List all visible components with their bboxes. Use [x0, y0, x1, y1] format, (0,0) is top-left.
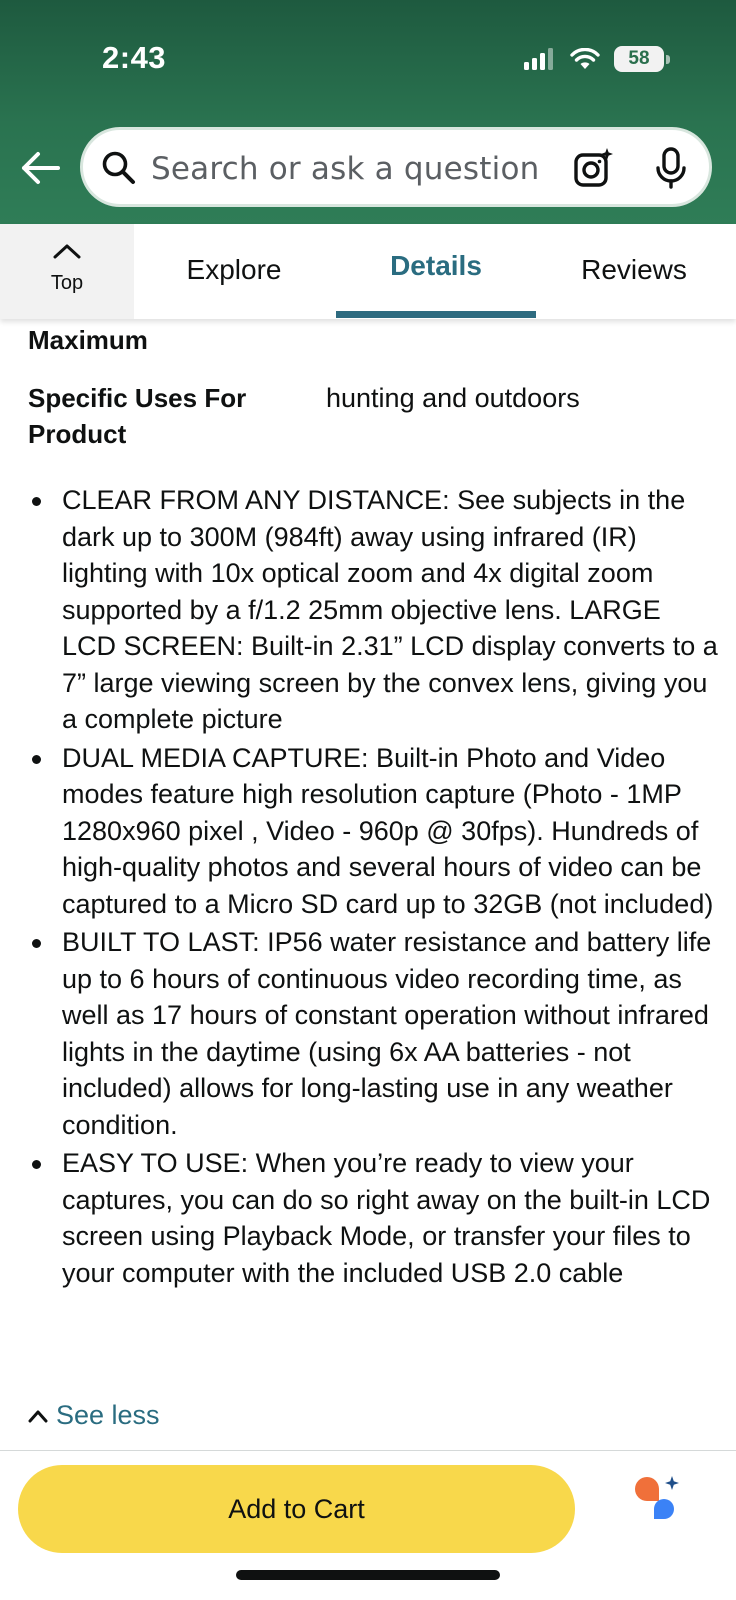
- tab-reviews[interactable]: Reviews: [581, 254, 687, 285]
- back-arrow-icon[interactable]: [18, 146, 62, 190]
- search-placeholder: Search or ask a question: [151, 151, 540, 187]
- status-icons: [524, 46, 664, 72]
- spec-label-line2: Product: [28, 419, 127, 449]
- list-item: EASY TO USE: When you’re ready to view your captures, you can do so right away on the built-in LCD screen using Playback Mode, or transfer your files to your computer with the included USB 2.0 cable: [28, 1145, 718, 1291]
- tab-top[interactable]: [0, 224, 134, 319]
- wifi-icon: [570, 48, 600, 70]
- tab-details[interactable]: Details: [390, 250, 482, 281]
- battery-icon: 58: [614, 46, 664, 72]
- see-less-label: See less: [56, 1400, 160, 1430]
- chevron-up-icon: [52, 242, 82, 260]
- feature-bullets: [28, 482, 718, 1293]
- tab-bar: [0, 224, 736, 319]
- add-to-cart-button[interactable]: Add to Cart: [18, 1465, 575, 1553]
- home-indicator: [236, 1570, 500, 1580]
- spec-label-line1: Specific Uses For: [28, 383, 247, 413]
- search-input[interactable]: [80, 127, 712, 207]
- spec-label-maximum: Maximum: [28, 325, 148, 355]
- see-less-link[interactable]: [28, 1400, 160, 1431]
- mic-icon[interactable]: [653, 146, 689, 190]
- header: [0, 0, 736, 224]
- list-item: CLEAR FROM ANY DISTANCE: See subjects in the dark up to 300M (984ft) away using infrared (IR) lighting with 10x optical zoom and 4x digital zoom supported by a f/1.2 25mm objective lens. LARGE LCD SCREEN: Built-in 2.31” LCD display converts to a 7” large viewing screen by the convex lens, giving you a complete picture: [28, 482, 718, 738]
- camera-icon[interactable]: [573, 147, 615, 189]
- spec-label-specific-uses: [28, 380, 246, 452]
- list-item: DUAL MEDIA CAPTURE: Built-in Photo and Video modes feature high resolution capture (Photo - 1MP 1280x960 pixel , Video - 960p @ 30fps). Hundreds of high-quality photos and several hours of video can be captured to a Micro SD card up to 32GB (not included): [28, 740, 718, 923]
- active-tab-indicator: [336, 311, 536, 318]
- status-time: 2:43: [102, 40, 167, 75]
- search-icon: [101, 150, 137, 186]
- tab-explore[interactable]: Explore: [186, 254, 282, 285]
- signal-icon: [524, 48, 556, 70]
- chevron-up-icon: [28, 1409, 48, 1423]
- assistant-icon[interactable]: [632, 1475, 682, 1521]
- tab-top-label: Top: [50, 272, 84, 294]
- spec-value-specific-uses: hunting and outdoors: [326, 383, 580, 413]
- list-item: BUILT TO LAST: IP56 water resistance and battery life up to 6 hours of continuous video recording time, as well as 17 hours of constant operation without infrared lights in the daytime (using 6x AA batteries - not included) allows for long-lasting use in any weather condition.: [28, 924, 718, 1143]
